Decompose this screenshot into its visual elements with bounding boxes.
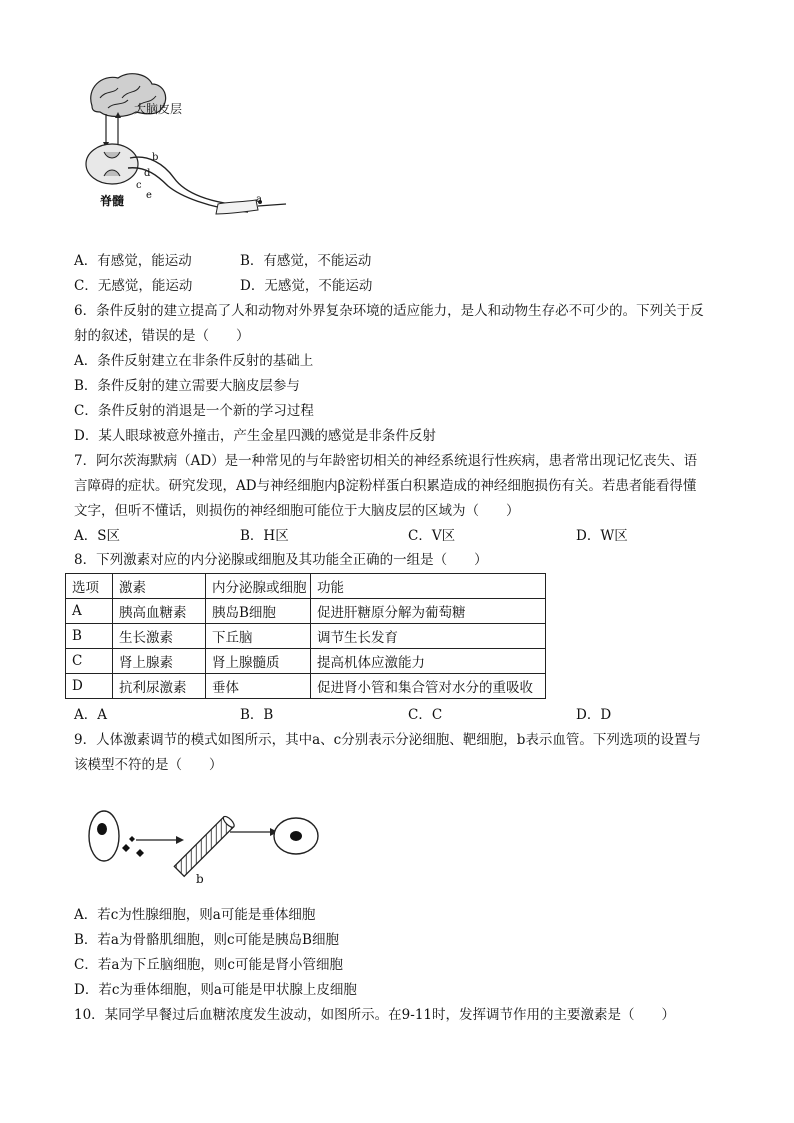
table-cell: 生长激素 xyxy=(113,624,206,649)
header-hormone: 激素 xyxy=(113,574,206,599)
table-cell: 抗利尿激素 xyxy=(113,674,206,699)
table-cell: 肾上腺髓质 xyxy=(206,649,311,674)
q7-option-a: A．S区 xyxy=(74,528,120,544)
q6-option-a: A．条件反射建立在非条件反射的基础上 xyxy=(74,353,314,369)
reflex-arc-figure xyxy=(78,68,298,216)
q9-stem-line2: 该模型不符的是（ ） xyxy=(74,757,223,773)
header-function: 功能 xyxy=(311,574,546,599)
header-gland: 内分泌腺或细胞 xyxy=(206,574,311,599)
q9-option-a: A．若c为性腺细胞，则a可能是垂体细胞 xyxy=(74,907,316,923)
table-row xyxy=(66,599,546,624)
table-cell: D xyxy=(66,674,113,699)
q6-stem-line2: 射的叙述，错误的是（ ） xyxy=(74,328,250,344)
q8-stem: 8．下列激素对应的内分泌腺或细胞及其功能全正确的一组是（ ） xyxy=(74,552,488,568)
table-cell: 垂体 xyxy=(206,674,311,699)
table-row xyxy=(66,674,546,699)
q7-option-d: D．W区 xyxy=(576,528,628,544)
table-row xyxy=(66,649,546,674)
q5-option-b: B．有感觉，不能运动 xyxy=(240,253,372,269)
q7-option-c: C．V区 xyxy=(408,528,456,544)
q6-stem-line1: 6．条件反射的建立提高了人和动物对外界复杂环境的适应能力，是人和动物生存必不可少的。下列关于反 xyxy=(74,303,704,319)
table-cell: 调节生长发育 xyxy=(311,624,546,649)
q8-option-d: D．D xyxy=(576,707,612,723)
q7-stem-line2: 言障碍的症状。研究发现，AD与神经细胞内β淀粉样蛋白积累造成的神经细胞损伤有关。若患者能看得懂 xyxy=(74,478,697,494)
q5-option-d: D．无感觉，不能运动 xyxy=(240,278,373,294)
q6-option-b: B．条件反射的建立需要大脑皮层参与 xyxy=(74,378,300,394)
blood-vessel xyxy=(174,815,236,877)
label-d: d xyxy=(144,168,151,179)
header-option: 选项 xyxy=(66,574,113,599)
label-c: c xyxy=(136,180,142,191)
q10-stem: 10．某同学早餐过后血糖浓度发生波动，如图所示。在9-11时，发挥调节作用的主要激素是（ ） xyxy=(74,1007,676,1023)
table-header-row xyxy=(66,574,546,599)
table-cell: 促进肾小管和集合管对水分的重吸收 xyxy=(311,674,546,699)
label-b: b xyxy=(152,152,159,163)
secreting-cell xyxy=(89,811,119,861)
table-cell: 肾上腺素 xyxy=(113,649,206,674)
table-cell: B xyxy=(66,624,113,649)
q8-option-b: B．B xyxy=(240,707,274,723)
table-cell: 促进肝糖原分解为葡萄糖 xyxy=(311,599,546,624)
q5-option-c: C．无感觉，能运动 xyxy=(74,278,193,294)
q9-option-d: D．若c为垂体细胞，则a可能是甲状腺上皮细胞 xyxy=(74,982,357,998)
q6-option-c: C．条件反射的消退是一个新的学习过程 xyxy=(74,403,314,419)
q5-option-a: A．有感觉，能运动 xyxy=(74,253,192,269)
q9-option-c: C．若a为下丘脑细胞，则c可能是肾小管细胞 xyxy=(74,957,343,973)
table-cell: 下丘脑 xyxy=(206,624,311,649)
table-cell: C xyxy=(66,649,113,674)
table-cell: A xyxy=(66,599,113,624)
hormone-model-drawing xyxy=(84,808,334,890)
hormone-model-figure xyxy=(84,808,334,890)
table-cell: 胰高血糖素 xyxy=(113,599,206,624)
spinal-cord-label: 脊髓 xyxy=(100,194,125,208)
hormone-table xyxy=(65,573,546,699)
q6-option-d: D．某人眼球被意外撞击，产生金星四溅的感觉是非条件反射 xyxy=(74,428,436,444)
cortex-label: 大脑皮层 xyxy=(134,102,183,116)
q8-option-c: C．C xyxy=(408,707,443,723)
q7-stem-line1: 7．阿尔茨海默病（AD）是一种常见的与年龄密切相关的神经系统退行性疾病，患者常出现记忆丧失、语 xyxy=(74,453,698,469)
table-row xyxy=(66,624,546,649)
q7-stem-line3: 文字，但听不懂话，则损伤的神经细胞可能位于大脑皮层的区域为（ ） xyxy=(74,503,520,519)
table-cell: 胰岛B细胞 xyxy=(206,599,311,624)
q7-option-b: B．H区 xyxy=(240,528,289,544)
q8-option-a: A．A xyxy=(74,707,107,723)
q9-option-b: B．若a为骨骼肌细胞，则c可能是胰岛B细胞 xyxy=(74,932,339,948)
vessel-label: b xyxy=(196,872,204,886)
q9-stem-line1: 9．人体激素调节的模式如图所示，其中a、c分别表示分泌细胞、靶细胞，b表示血管。下列选项的设置与 xyxy=(74,732,701,748)
label-e: e xyxy=(146,190,152,201)
table-cell: 提高机体应激能力 xyxy=(311,649,546,674)
label-a: a xyxy=(256,194,262,205)
